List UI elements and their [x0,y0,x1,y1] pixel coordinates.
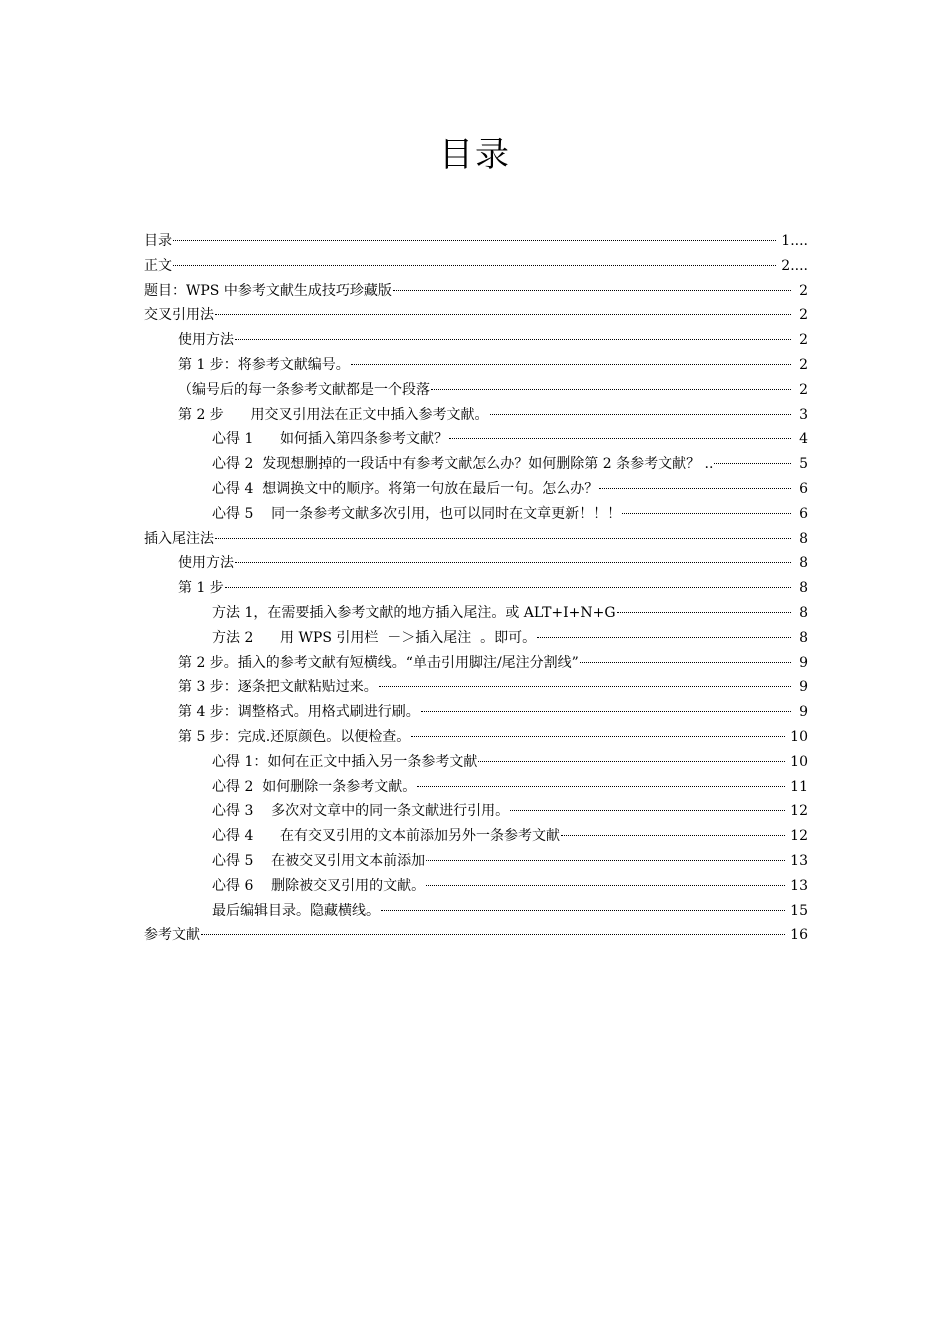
toc-entry[interactable] [144,378,808,403]
toc-entry[interactable] [144,328,808,353]
toc-dot-leader [201,934,785,935]
toc-entry-title: 心得 4 想调换文中的顺序。将第一句放在最后一句。怎么办？ [212,480,599,497]
toc-entry[interactable] [144,651,808,676]
toc-entry-title: 方法 2 用 WPS 引用栏 －＞插入尾注 。即可。 [212,629,537,646]
toc-entry-title: 心得 1 如何插入第四条参考文献？ [212,431,449,448]
toc-entry[interactable] [144,403,808,428]
toc-page-number: 15 [790,902,808,919]
toc-dot-leader [510,810,785,811]
toc-entry[interactable] [144,923,808,948]
toc-page-number: 11 [790,778,808,795]
toc-entry[interactable] [144,502,808,527]
toc-entry[interactable] [144,725,808,750]
toc-entry-title: 第 1 步 [178,580,224,597]
toc-entry-title: 最后编辑目录。隐藏横线。 [212,902,380,919]
toc-entry-title: 心得 2 发现想删掉的一段话中有参考文献怎么办？如何删除第 2 条参考文献？ .. [212,456,714,473]
toc-entry[interactable] [144,551,808,576]
toc-entry[interactable] [144,452,808,477]
toc-page-number: 13 [790,852,808,869]
toc-dot-leader [411,736,785,737]
toc-entry[interactable] [144,675,808,700]
toc-dot-leader [580,662,791,663]
toc-dot-leader [379,686,791,687]
toc-page-number: 2 [799,282,808,299]
toc-dot-leader [173,265,776,266]
toc-dot-leader [215,314,791,315]
toc-entry-title: 第 3 步：逐条把文献粘贴过来。 [178,679,378,696]
toc-page-number: 2 [799,332,808,349]
toc-dot-leader [714,463,791,464]
toc-entry-title: 题目：WPS 中参考文献生成技巧珍藏版 [144,282,392,299]
toc-dot-leader [417,786,785,787]
toc-page-number: 4 [799,431,808,448]
toc-page-number: 8 [799,604,808,621]
toc-dot-leader [381,910,785,911]
toc-page-number: 2 [799,307,808,324]
toc-entry-title: 心得 5 同一条参考文献多次引用，也可以同时在文章更新！！！ [212,505,622,522]
toc-dot-leader [173,240,776,241]
toc-entry-title: 第 4 步：调整格式。用格式刷进行刷。 [178,704,420,721]
toc-page-number: 8 [799,580,808,597]
toc-entry-title: 第 5 步：完成.还原颜色。以便检查。 [178,728,411,745]
toc-page-number: 3 [799,406,808,423]
toc-entry[interactable] [144,874,808,899]
toc-entry-title: 心得 3 多次对文章中的同一条文献进行引用。 [212,803,510,820]
toc-dot-leader [449,438,791,439]
page-title: 目录 [439,135,511,175]
toc-dot-leader [431,389,791,390]
toc-dot-leader [426,885,785,886]
toc-page-number: 2 [799,356,808,373]
toc-page-number: 9 [799,654,808,671]
toc-entry[interactable] [144,229,808,254]
toc-page-number: 12 [790,828,808,845]
toc-page-number: 13 [790,877,808,894]
toc-entry[interactable] [144,626,808,651]
toc-dot-leader [351,364,791,365]
toc-entry-title: 心得 2 如何删除一条参考文献。 [212,778,417,795]
toc-dot-leader [225,587,791,588]
toc-entry[interactable] [144,750,808,775]
toc-entry[interactable] [144,477,808,502]
toc-dot-leader [478,761,785,762]
toc-entry-title: 第 1 步：将参考文献编号。 [178,356,350,373]
toc-entry-title: 使用方法 [178,332,234,349]
toc-entry[interactable] [144,849,808,874]
toc-dot-leader [617,612,791,613]
toc-dot-leader [235,339,791,340]
toc-entry-title: 方法 1，在需要插入参考文献的地方插入尾注。或 ALT+I+N+G [212,604,616,621]
toc-page-number: 9 [799,679,808,696]
toc-page-number: 10 [790,753,808,770]
toc-entry-title: 插入尾注法 [144,530,214,547]
toc-entry[interactable] [144,899,808,924]
toc-entry-title: 交叉引用法 [144,307,214,324]
toc-page-number: 6 [799,505,808,522]
toc-entry[interactable] [144,254,808,279]
toc-entry-title: （编号后的每一条参考文献都是一个段落 [178,381,430,398]
toc-entry-title: 心得 4 在有交叉引用的文本前添加另外一条参考文献 [212,828,561,845]
toc-entry[interactable] [144,799,808,824]
toc-dot-leader [622,513,791,514]
toc-page-number: 9 [799,704,808,721]
toc-page-number: 5 [799,456,808,473]
toc-dot-leader [490,414,791,415]
toc-entry-title: 使用方法 [178,555,234,572]
toc-page-number: 8 [799,555,808,572]
toc-dot-leader [537,637,791,638]
toc-page-number: 6 [799,480,808,497]
toc-entry-title: 目录 [144,233,172,249]
toc-entry-title: 心得 1：如何在正文中插入另一条参考文献 [212,753,478,770]
toc-page-number: 16 [790,927,808,944]
toc-entry-title: 心得 6 删除被交叉引用的文献。 [212,877,426,894]
toc-entry-title: 第 2 步。插入的参考文献有短横线。“单击引用脚注/尾注分割线” [178,654,579,671]
toc-entry[interactable] [144,576,808,601]
toc-page-number: 8 [799,530,808,547]
toc-entry-title: 第 2 步 用交叉引用法在正文中插入参考文献。 [178,406,489,423]
toc-page-number: 12 [790,803,808,820]
toc-entry[interactable] [144,279,808,304]
toc-entry[interactable] [144,527,808,552]
toc-dot-leader [235,562,791,563]
toc-page-number: 2 [799,381,808,398]
toc-entry[interactable] [144,824,808,849]
toc-page-number: 2.... [781,257,808,274]
toc-dot-leader [393,290,791,291]
toc-entry[interactable] [144,303,808,328]
toc-dot-leader [426,860,785,861]
toc-entry[interactable] [144,775,808,800]
toc-page-number: 1.... [781,233,808,249]
toc-entry[interactable] [144,700,808,725]
toc-entry-title: 参考文献 [144,927,200,944]
table-of-contents [144,229,808,948]
toc-dot-leader [421,711,791,712]
toc-entry[interactable] [144,427,808,452]
toc-page-number: 8 [799,629,808,646]
toc-entry-title: 心得 5 在被交叉引用文本前添加 [212,852,426,869]
toc-entry[interactable] [144,353,808,378]
toc-entry-title: 正文 [144,257,172,274]
toc-page-number: 10 [790,728,808,745]
toc-dot-leader [561,835,785,836]
toc-dot-leader [599,488,791,489]
toc-entry[interactable] [144,601,808,626]
toc-dot-leader [215,538,791,539]
